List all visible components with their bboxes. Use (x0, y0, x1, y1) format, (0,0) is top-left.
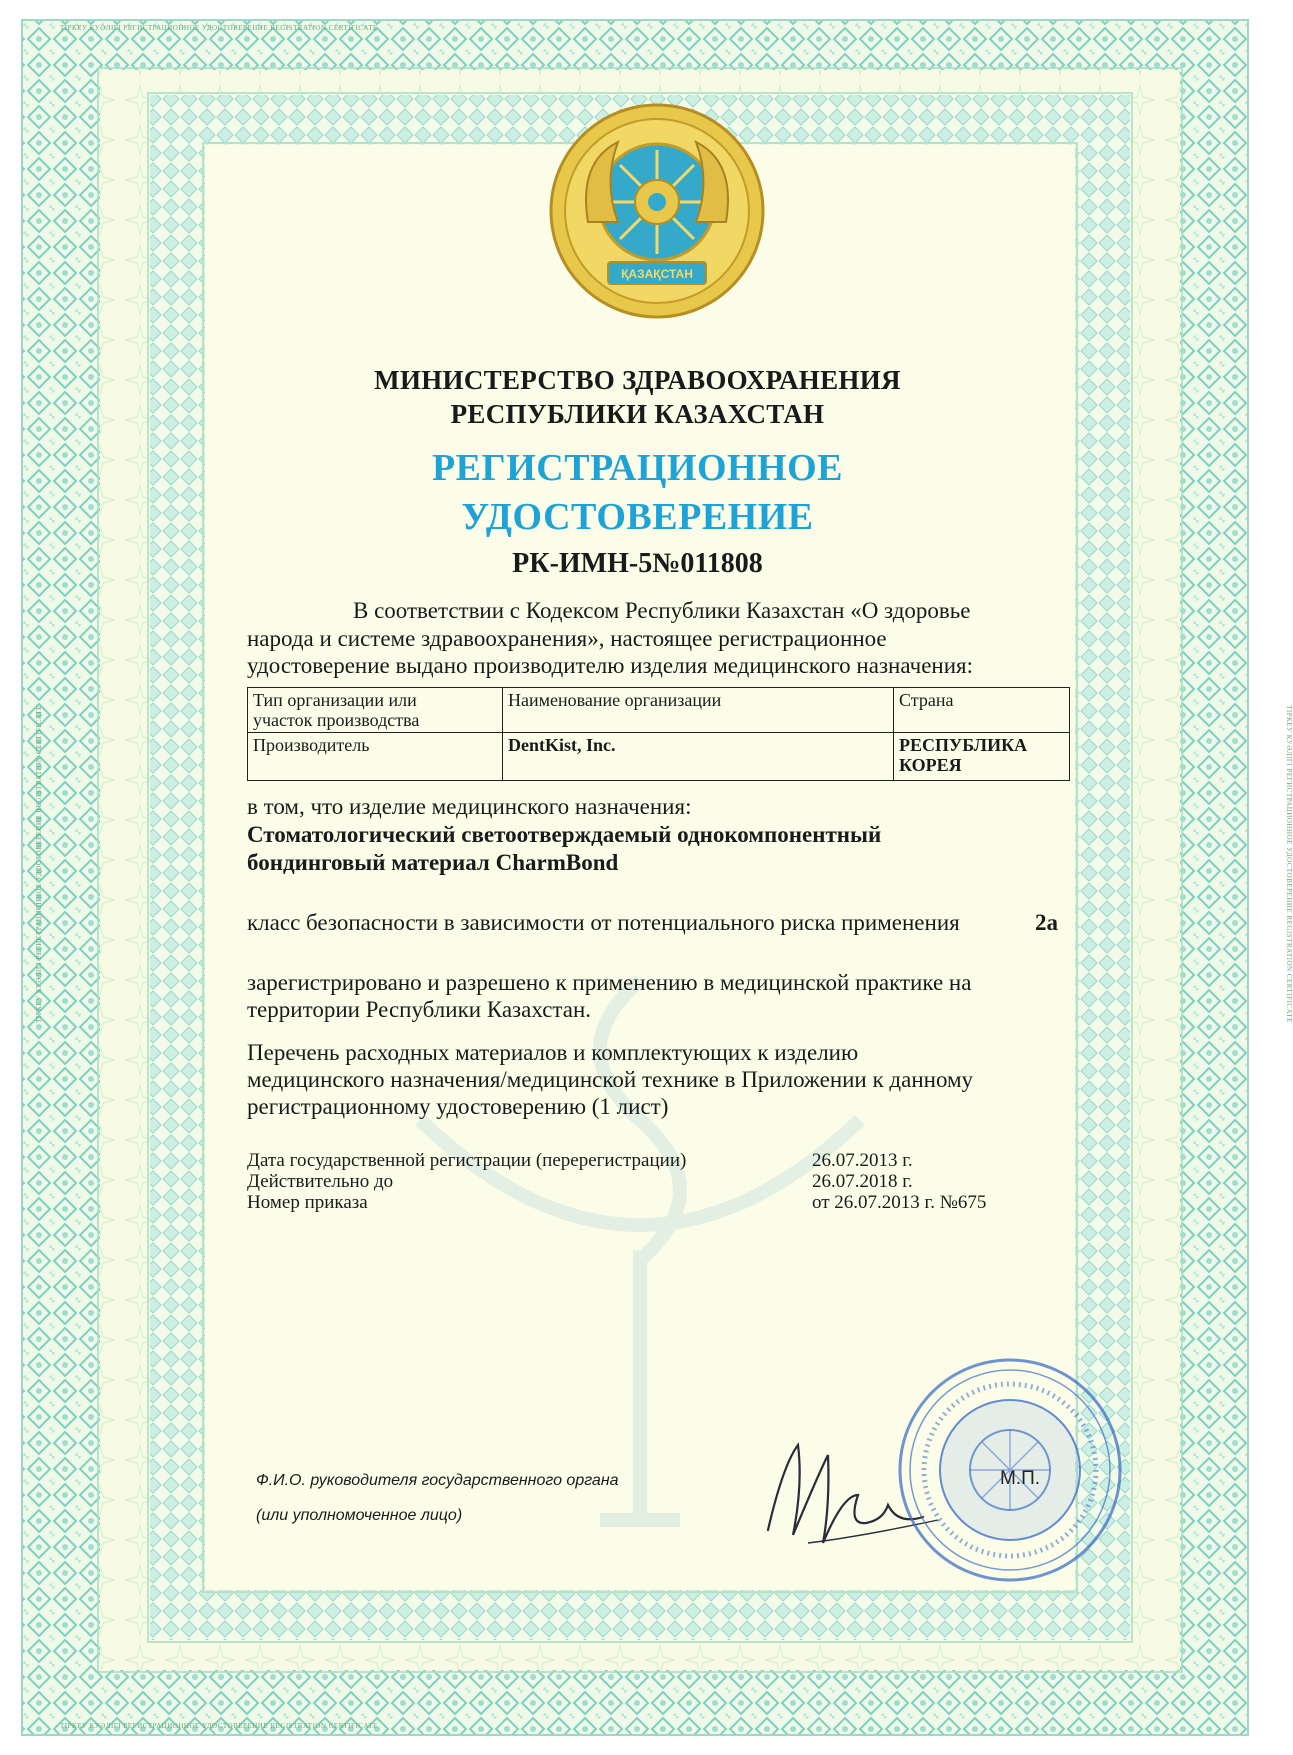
signatory-label-line2: (или уполномоченное лицо) (256, 1507, 463, 1524)
safety-class-value: 2а (1035, 910, 1058, 935)
device-name-line1: Стоматологический светоотверждаемый однокомпонентный (247, 822, 882, 847)
registration-number: РК-ИМН-5№011808 (512, 548, 763, 579)
ministry-name-line1: МИНИСТЕРСТВО ЗДРАВООХРАНЕНИЯ (374, 365, 901, 395)
border-text-left: ТІРКЕУ КУӘЛІГІ РЕГИСТРАЦИОННОЕ УДОСТОВЕРЕНИЕ REGISTRATION CERTIFICATE (34, 705, 43, 1023)
header-type-line1: Тип организации или (253, 690, 417, 710)
table-header-row (248, 688, 1070, 733)
date-label-valid-until: Действительно до (247, 1171, 394, 1192)
date-value-order-number: от 26.07.2013 г. №675 (812, 1192, 987, 1213)
document-title-line2: УДОСТОВЕРЕНИЕ (461, 496, 814, 538)
device-name-line2: бондинговый материал CharmBond (247, 850, 619, 875)
appendix-line3: регистрационному удостоверению (1 лист) (247, 1094, 669, 1119)
intro-line3: удостоверение выдано производителю изделия медицинского назначения: (247, 653, 973, 678)
header-country: Страна (894, 688, 1070, 733)
stamp-placement-mark: М.П. (1000, 1468, 1041, 1489)
header-name: Наименование организации (503, 688, 894, 733)
cell-organization-name: DentKist, Inc. (503, 733, 894, 781)
registered-line2: территории Республики Казахстан. (247, 997, 592, 1022)
header-type-line2: участок производства (253, 710, 420, 730)
appendix-line2: медицинского назначения/медицинской технике в Приложении к данному (247, 1067, 974, 1092)
emblem-text: ҚАЗАҚСТАН (621, 267, 693, 281)
document-title-line1: РЕГИСТРАЦИОННОЕ (431, 447, 844, 489)
signatory-label-line1: Ф.И.О. руководителя государственного органа (256, 1472, 619, 1489)
border-text-top: ТІРКЕУ КУӘЛІГІ РЕГИСТРАЦИОННОЕ УДОСТОВЕРЕНИЕ REGISTRATION CERTIFICATE (60, 24, 378, 32)
country-line2: КОРЕЯ (899, 755, 962, 775)
intro-line1: В соответствии с Кодексом Республики Казахстан «О здоровье (353, 598, 971, 623)
organization-table (247, 687, 1070, 781)
intro-line2: народа и системе здравоохранения», настоящее регистрационное (247, 626, 887, 651)
state-emblem-icon (548, 102, 766, 320)
border-text-right: ТІРКЕУ КУӘЛІГІ РЕГИСТРАЦИОННОЕ УДОСТОВЕРЕНИЕ REGISTRATION CERTIFICATE (1284, 705, 1293, 1023)
date-value-valid-until: 26.07.2018 г. (812, 1171, 913, 1192)
date-label-order-number: Номер приказа (247, 1192, 368, 1213)
device-intro: в том, что изделие медицинского назначения: (247, 794, 692, 819)
appendix-line1: Перечень расходных материалов и комплектующих к изделию (247, 1040, 859, 1065)
header-type (248, 688, 503, 733)
cell-country (894, 733, 1070, 781)
ministry-name-line2: РЕСПУБЛИКИ КАЗАХСТАН (450, 399, 825, 429)
cell-type: Производитель (248, 733, 503, 781)
registered-line1: зарегистрировано и разрешено к применению в медицинской практике на (247, 970, 972, 995)
date-label-registration: Дата государственной регистрации (перерегистрации) (247, 1150, 687, 1171)
table-row (248, 733, 1070, 781)
country-line1: РЕСПУБЛИКА (899, 735, 1028, 755)
date-value-registration: 26.07.2013 г. (812, 1150, 913, 1171)
safety-class-text: класс безопасности в зависимости от потенциального риска применения (247, 910, 960, 935)
border-text-bottom: ТІРКЕУ КУӘЛІГІ РЕГИСТРАЦИОННОЕ УДОСТОВЕРЕНИЕ REGISTRATION CERTIFICATE (60, 1722, 378, 1730)
